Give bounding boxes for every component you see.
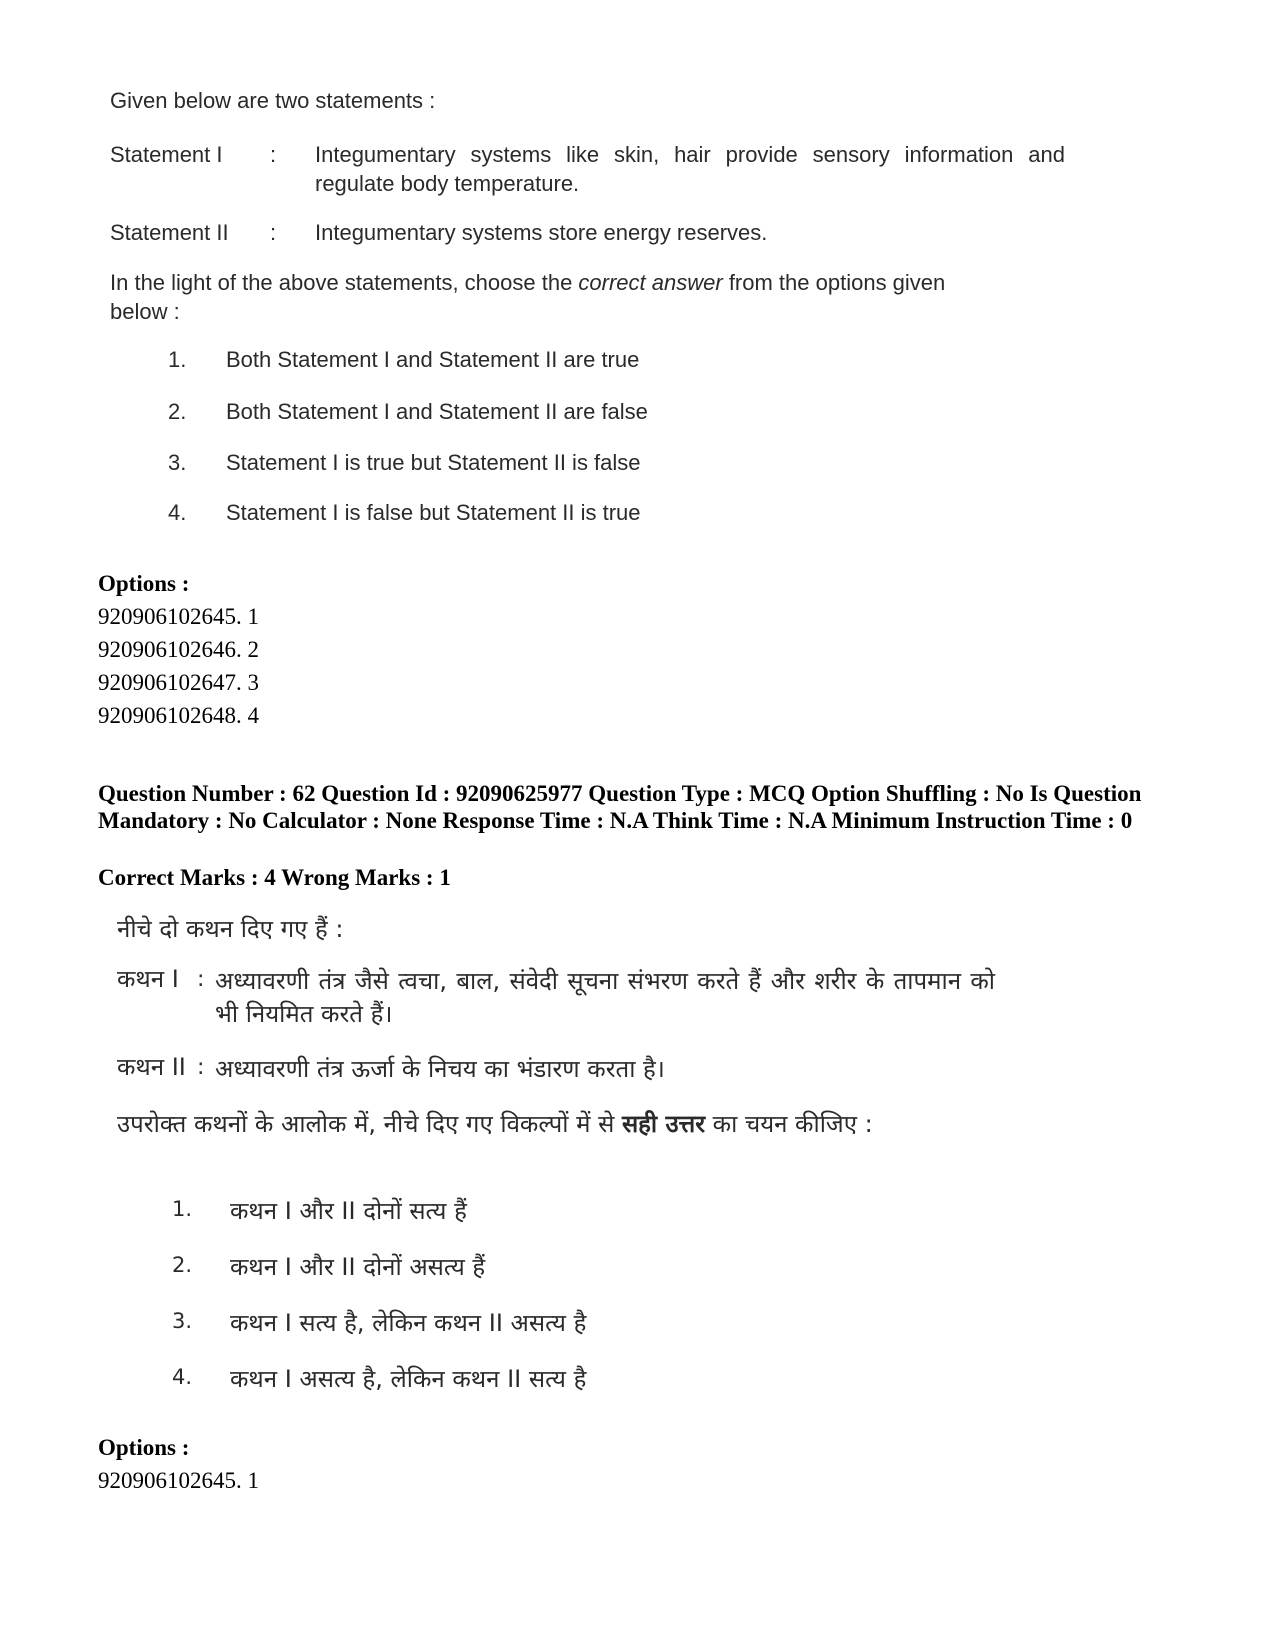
- choice-number: 3.: [172, 1309, 193, 1333]
- question-intro: नीचे दो कथन दिए गए हैं :: [117, 915, 344, 943]
- choose-instruction: [117, 1108, 957, 1141]
- choose-suffix: का चयन कीजिए :: [705, 1110, 873, 1138]
- options-heading: Options :: [98, 571, 190, 596]
- statement-2-colon: :: [270, 220, 277, 245]
- statement-1-label: कथन I: [117, 965, 179, 993]
- choice-number: 3.: [168, 450, 187, 475]
- choose-instruction: [110, 268, 970, 326]
- option-line: 920906102647. 3: [98, 670, 259, 695]
- question-meta: Question Number : 62 Question Id : 92090625977 Question Type : MCQ Option Shuffling : No Is Question Mandatory : No Calculator : None Response Time : N.A Think Time : N.A Minimum Instruction Time : 0: [98, 781, 1142, 833]
- statement-2-colon: :: [197, 1055, 205, 1080]
- statement-1-colon: :: [197, 967, 205, 992]
- option-line: 920906102645. 1: [98, 1468, 259, 1493]
- option-line: 920906102646. 2: [98, 637, 259, 662]
- choose-prefix: In the light of the above statements, choose the: [110, 270, 579, 295]
- choose-prefix: उपरोक्त कथनों के आलोक में, नीचे दिए गए विकल्पों में से: [117, 1110, 622, 1138]
- statement-1-label: Statement I: [110, 142, 223, 167]
- question-marks: Correct Marks : 4 Wrong Marks : 1: [98, 865, 451, 890]
- choice-text: Statement I is true but Statement II is false: [226, 450, 641, 475]
- statement-1-text: अध्यावरणी तंत्र जैसे त्वचा, बाल, संवेदी सूचना संभरण करते हैं और शरीर के तापमान को भी नियमित करते हैं।: [215, 967, 995, 1028]
- options-heading: Options :: [98, 1435, 190, 1460]
- question-intro: Given below are two statements :: [110, 88, 436, 113]
- statement-2-text: अध्यावरणी तंत्र ऊर्जा के निचय का भंडारण करता है।: [215, 1055, 665, 1083]
- statement-1-text: Integumentary systems like skin, hair provide sensory information and regulate body temperature.: [315, 142, 1065, 196]
- choose-suffix: from the options given below :: [110, 270, 946, 324]
- choice-number: 1.: [168, 347, 187, 372]
- statement-2-label: कथन II: [117, 1053, 186, 1081]
- option-line: 920906102648. 4: [98, 703, 259, 728]
- choice-text: कथन I और II दोनों असत्य हैं: [230, 1253, 486, 1281]
- statement-2-label: Statement II: [110, 220, 229, 245]
- choice-number: 2.: [172, 1253, 193, 1277]
- choice-text: Statement I is false but Statement II is true: [226, 500, 641, 525]
- choice-text: कथन I असत्य है, लेकिन कथन II सत्य है: [230, 1365, 587, 1393]
- question-image-english: [110, 88, 1065, 538]
- choice-text: कथन I सत्य है, लेकिन कथन II असत्य है: [230, 1309, 587, 1337]
- question-image-hindi: [117, 912, 1007, 1412]
- choice-number: 1.: [172, 1197, 193, 1221]
- choose-emphasis: correct answer: [578, 270, 723, 295]
- choice-text: Both Statement I and Statement II are false: [226, 399, 648, 424]
- choice-number: 2.: [168, 399, 187, 424]
- choose-emphasis: सही उत्तर: [621, 1110, 706, 1138]
- choice-text: कथन I और II दोनों सत्य हैं: [230, 1197, 467, 1225]
- statement-2-text: Integumentary systems store energy reserves.: [315, 220, 768, 245]
- statement-1-colon: :: [270, 142, 277, 167]
- choice-text: Both Statement I and Statement II are true: [226, 347, 640, 372]
- option-line: 920906102645. 1: [98, 604, 259, 629]
- choice-number: 4.: [172, 1365, 193, 1389]
- choice-number: 4.: [168, 500, 187, 525]
